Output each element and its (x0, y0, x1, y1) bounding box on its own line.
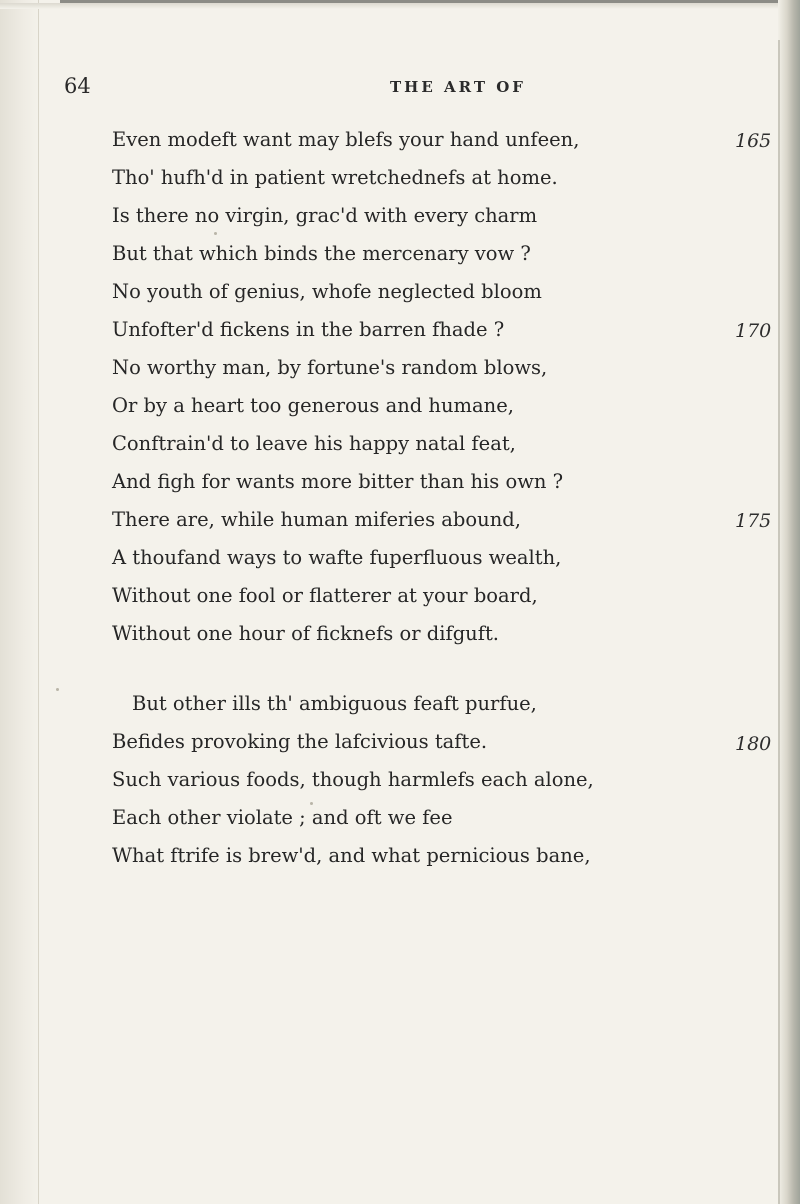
verse-line: Is there no virgin, grac'd with every charm (112, 204, 538, 227)
verse-line: Without one hour of ficknefs or difguft. (112, 622, 499, 645)
verse-line: But other ills th' ambiguous feaft purfue, (132, 692, 537, 715)
running-head: THE ART OF (390, 78, 526, 96)
verse-line: No youth of genius, whofe neglected bloom (112, 280, 542, 303)
gutter-line (38, 0, 39, 1204)
verse-line: Conftrain'd to leave his happy natal feat, (112, 432, 516, 455)
line-number: 165 (735, 130, 772, 152)
right-edge-line (778, 40, 780, 1204)
verse-line: Such various foods, though harmlefs each alone, (112, 768, 594, 791)
verse-line: What ftrife is brew'd, and what pernicious bane, (112, 844, 591, 867)
verse-line: There are, while human miferies abound, (112, 508, 521, 531)
paper-speck (56, 688, 59, 691)
page-gutter (0, 0, 40, 1204)
paper-speck (214, 232, 217, 235)
line-number: 175 (735, 510, 772, 532)
verse-line: Unfofter'd fickens in the barren fhade ? (112, 318, 505, 341)
line-number: 180 (735, 733, 772, 755)
verse-line: And figh for wants more bitter than his own ? (112, 470, 564, 493)
verse-line: Without one fool or flatterer at your board, (112, 584, 538, 607)
top-edge-shadow (0, 3, 800, 9)
verse-line: Befides provoking the lafcivious tafte. (112, 730, 488, 753)
verse-line: But that which binds the mercenary vow ? (112, 242, 531, 265)
verse-line: Or by a heart too generous and humane, (112, 394, 514, 417)
right-page-edge (778, 0, 800, 1204)
verse-line: Even modeft want may blefs your hand unfeen, (112, 128, 580, 151)
verse-line: Each other violate ; and oft we fee (112, 806, 453, 829)
verse-line: No worthy man, by fortune's random blows, (112, 356, 548, 379)
verse-line: A thoufand ways to wafte fuperfluous wealth, (112, 546, 562, 569)
page-number: 64 (64, 74, 91, 98)
line-number: 170 (735, 320, 772, 342)
verse-line: Tho' hufh'd in patient wretchednefs at home. (112, 166, 558, 189)
paper-speck (310, 802, 313, 805)
